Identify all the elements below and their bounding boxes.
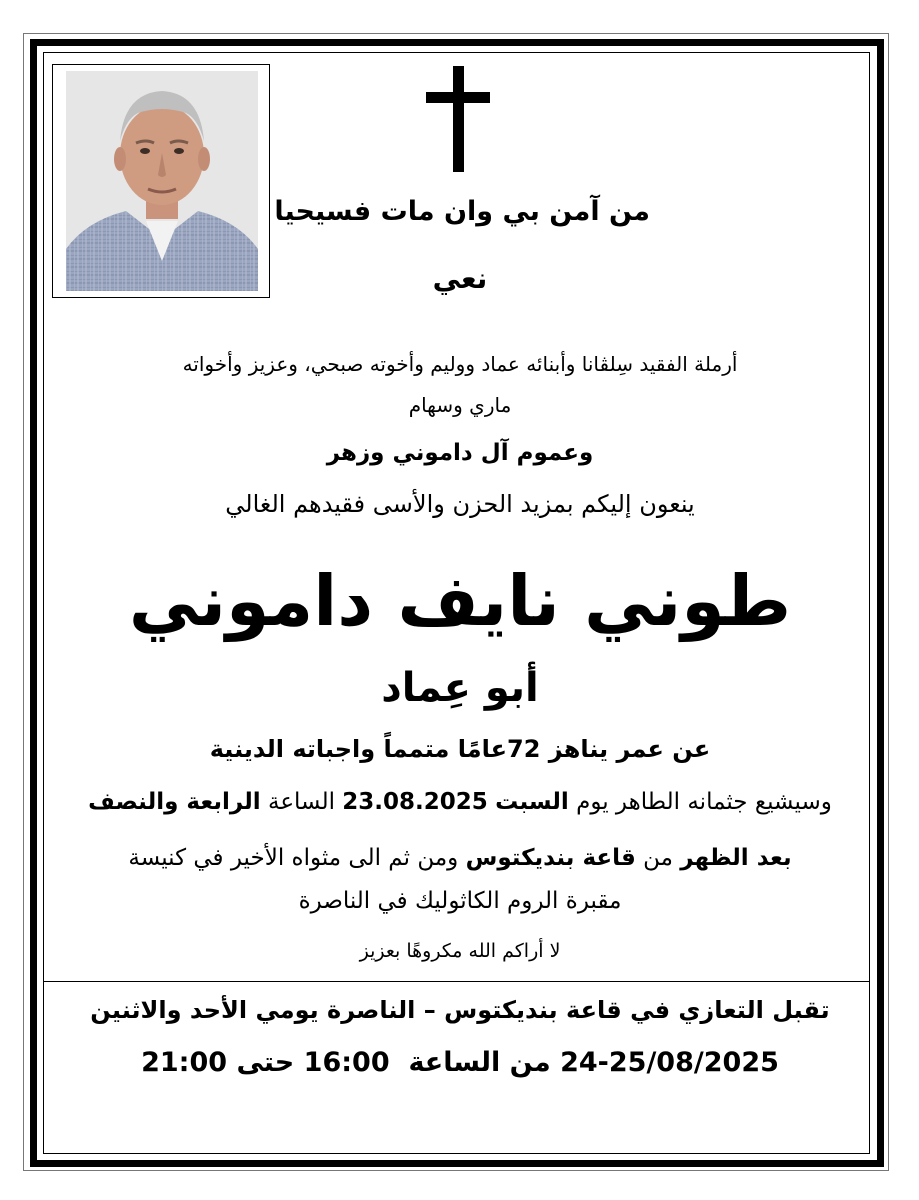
funeral-line-2: [80, 845, 840, 871]
funeral-from: من: [643, 845, 673, 871]
funeral-line-1: [70, 789, 850, 815]
funeral-day-prefix: وسيشيع جثمانه الطاهر يوم: [576, 789, 832, 815]
notice-title: نعي: [432, 262, 488, 295]
funeral-burial: ومن ثم الى مثواه الأخير في كنيسة: [128, 845, 459, 871]
funeral-time-afternoon: بعد الظهر: [680, 845, 792, 871]
deceased-nickname: أبو عِماد: [381, 665, 539, 711]
condolences-time-end: 21:00: [141, 1047, 228, 1078]
funeral-hall: قاعة بنديكتوس: [465, 845, 636, 871]
funeral-time: الرابعة والنصف: [88, 789, 261, 815]
funeral-line-3: مقبرة الروم الكاثوليك في الناصرة: [298, 888, 622, 914]
deceased-photo: [66, 71, 258, 291]
closing-phrase: لا أراكم الله مكروهًا بعزيز: [359, 940, 561, 962]
condolences-line: تقبل التعازي في قاعة بنديكتوس – الناصرة يومي الأحد والاثنين: [90, 996, 830, 1024]
funeral-date: 23.08.2025: [342, 789, 488, 815]
condolences-schedule: [100, 1047, 820, 1078]
age-line: عن عمر يناهز 72عامًا متمماً واجباته الدينية: [209, 735, 711, 763]
funeral-day: السبت: [495, 789, 569, 815]
condolences-time-start: 16:00: [303, 1047, 390, 1078]
condolences-dates: 24-25/08/2025: [560, 1047, 779, 1078]
bible-verse: من آمن بي وان مات فسيحيا: [274, 196, 650, 227]
funeral-hour-label: الساعة: [267, 789, 335, 815]
condolences-from-hour: من الساعة: [408, 1047, 551, 1078]
divider: [43, 981, 870, 982]
family-line-1: أرملة الفقيد سِلڤانا وأبنائه عماد ووليم وأخوته صبحي، وعزيز وأخواته: [182, 352, 738, 376]
family-line-2: ماري وسهام: [408, 393, 512, 417]
family-line-3: وعموم آل داموني وزهر: [326, 440, 594, 466]
deceased-name: طوني نايف داموني: [128, 560, 792, 642]
announcement-line: ينعون إليكم بمزيد الحزن والأسى فقيدهم الغالي: [225, 490, 695, 518]
condolences-until: حتى: [236, 1047, 295, 1078]
cross-icon: [420, 66, 496, 172]
